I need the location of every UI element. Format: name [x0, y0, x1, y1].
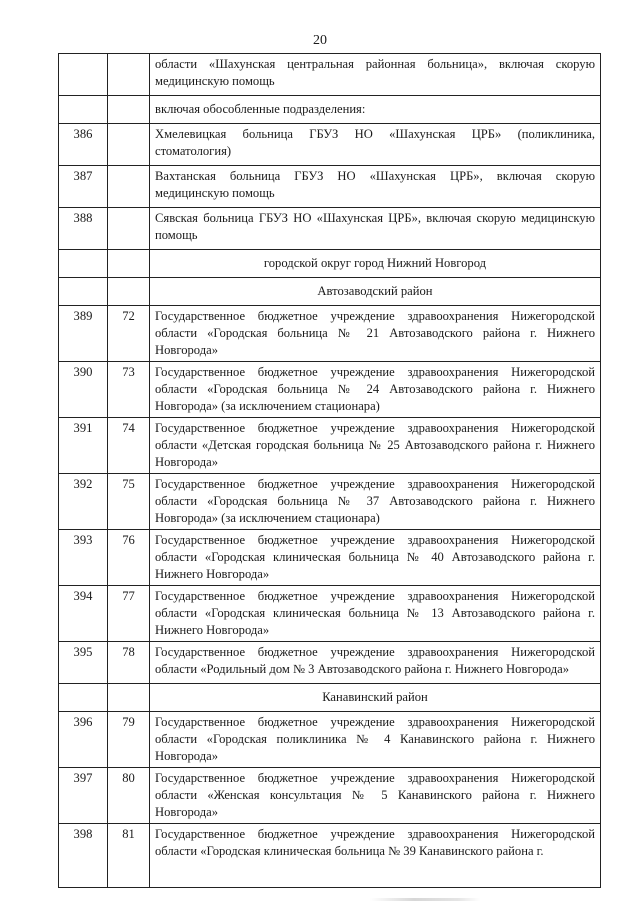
row-sub-number: [108, 54, 150, 96]
row-description: Государственное бюджетное учреждение здравоохранения Нижегородской области «Городская клиническая больница № 40 Автозаводского района г. Нижнего Новгорода»: [150, 530, 601, 586]
row-number: [59, 278, 108, 306]
row-sub-number: 72: [108, 306, 150, 362]
section-header-row: [59, 278, 601, 306]
row-sub-number: [108, 124, 150, 166]
table-row: [59, 712, 601, 768]
row-number: 389: [59, 306, 108, 362]
table-row: [59, 474, 601, 530]
row-sub-number: [108, 684, 150, 712]
row-description: Хмелевицкая больница ГБУЗ НО «Шахунская ЦРБ» (поликлиника, стоматология): [150, 124, 601, 166]
row-number: 387: [59, 166, 108, 208]
row-sub-number: 76: [108, 530, 150, 586]
row-sub-number: 77: [108, 586, 150, 642]
row-sub-number: [108, 208, 150, 250]
table-row: [59, 54, 601, 96]
row-description: Государственное бюджетное учреждение здравоохранения Нижегородской области «Детская городская больница № 25 Автозаводского района г. Нижнего Новгорода»: [150, 418, 601, 474]
row-number: 393: [59, 530, 108, 586]
row-number: [59, 96, 108, 124]
table-row: [59, 824, 601, 888]
row-sub-number: 80: [108, 768, 150, 824]
row-number: 392: [59, 474, 108, 530]
row-number: [59, 250, 108, 278]
row-number: 395: [59, 642, 108, 684]
registry-table-body: [59, 54, 601, 888]
section-header-row: [59, 250, 601, 278]
table-row: [59, 768, 601, 824]
row-description: Вахтанская больница ГБУЗ НО «Шахунская ЦРБ», включая скорую медицинскую помощь: [150, 166, 601, 208]
table-row: [59, 362, 601, 418]
row-sub-number: [108, 250, 150, 278]
row-description: включая обособленные подразделения:: [150, 96, 601, 124]
section-heading: Канавинский район: [150, 684, 601, 712]
row-sub-number: 79: [108, 712, 150, 768]
row-description: области «Шахунская центральная районная больница», включая скорую медицинскую помощь: [150, 54, 601, 96]
section-header-row: [59, 684, 601, 712]
row-sub-number: [108, 166, 150, 208]
row-number: 397: [59, 768, 108, 824]
row-sub-number: 81: [108, 824, 150, 888]
row-sub-number: 74: [108, 418, 150, 474]
row-sub-number: 75: [108, 474, 150, 530]
row-description: Сявская больница ГБУЗ НО «Шахунская ЦРБ», включая скорую медицинскую помощь: [150, 208, 601, 250]
row-description: Государственное бюджетное учреждение здравоохранения Нижегородской области «Городская больница № 21 Автозаводского района г. Нижнего Новгорода»: [150, 306, 601, 362]
row-description: Государственное бюджетное учреждение здравоохранения Нижегородской области «Родильный дом № 3 Автозаводского района г. Нижнего Новгорода»: [150, 642, 601, 684]
page-number: 20: [313, 33, 327, 48]
table-row: [59, 96, 601, 124]
row-number: 386: [59, 124, 108, 166]
table-row: [59, 208, 601, 250]
table-row: [59, 418, 601, 474]
row-description: Государственное бюджетное учреждение здравоохранения Нижегородской области «Городская клиническая больница № 13 Автозаводского района г. Нижнего Новгорода»: [150, 586, 601, 642]
row-description: Государственное бюджетное учреждение здравоохранения Нижегородской области «Городская поликлиника № 4 Канавинского района г. Нижнего Новгорода»: [150, 712, 601, 768]
table-row: [59, 124, 601, 166]
row-number: 388: [59, 208, 108, 250]
table-row: [59, 166, 601, 208]
table-row: [59, 586, 601, 642]
row-number: 398: [59, 824, 108, 888]
row-description: Государственное бюджетное учреждение здравоохранения Нижегородской области «Женская консультация № 5 Канавинского района г. Нижнего Новгорода»: [150, 768, 601, 824]
row-sub-number: 78: [108, 642, 150, 684]
row-sub-number: 73: [108, 362, 150, 418]
row-number: 396: [59, 712, 108, 768]
row-number: [59, 684, 108, 712]
row-number: 391: [59, 418, 108, 474]
section-heading: Автозаводский район: [150, 278, 601, 306]
registry-table: [58, 53, 601, 888]
row-sub-number: [108, 96, 150, 124]
row-description: Государственное бюджетное учреждение здравоохранения Нижегородской области «Городская больница № 37 Автозаводского района г. Нижнего Новгорода» (за исключением стационара): [150, 474, 601, 530]
scan-smudge: [370, 898, 480, 901]
row-number: 390: [59, 362, 108, 418]
table-row: [59, 642, 601, 684]
row-number: [59, 54, 108, 96]
row-sub-number: [108, 278, 150, 306]
row-description: Государственное бюджетное учреждение здравоохранения Нижегородской области «Городская клиническая больница № 39 Канавинского района г.: [150, 824, 601, 888]
table-row: [59, 306, 601, 362]
section-heading: городской округ город Нижний Новгород: [150, 250, 601, 278]
row-description: Государственное бюджетное учреждение здравоохранения Нижегородской области «Городская больница № 24 Автозаводского района г. Нижнего Новгорода» (за исключением стационара): [150, 362, 601, 418]
row-number: 394: [59, 586, 108, 642]
table-row: [59, 530, 601, 586]
